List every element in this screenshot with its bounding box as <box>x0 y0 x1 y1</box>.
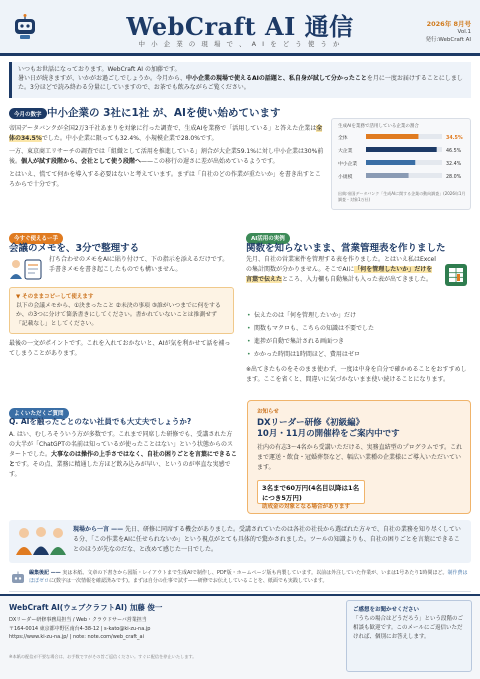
footer-links[interactable]: https://www.ki-zu-na.jp/ | note: note.com/web_craft_ai <box>9 634 144 640</box>
intro-text-bold: 中小企業の現場で使えるAIの話題と、私自身が試して分かったこと <box>186 75 367 82</box>
newsletter-subtitle: 中 小 企 業 の 現 場 で 、 A I を ど う 使 う か <box>138 40 342 48</box>
chart-value-label: 28.0% <box>446 175 462 180</box>
tip-card-tag: 今すぐ使えるー手 <box>9 233 63 244</box>
chart-category-label: 全体 <box>338 136 348 141</box>
intro-text-a: 暑い日が続きますが、いかがお過ごしでしょうか。今月から、 <box>18 75 187 82</box>
people-illustration-icon <box>15 525 67 555</box>
robot-small-icon <box>11 571 25 585</box>
chart-title: 生成AIを業務で活用している企業の割合 <box>338 124 419 129</box>
editor-body-2: に(数字は一次情報を確認済みです)。まずは自分の仕事で試す——研修でお伝えしていることを、紙面でも実践しています。 <box>49 578 328 584</box>
tip-card-footnote: 最後の一文がポイントです。これを入れておかないと、AIが気を利かせて話を補ってしまうことがあります。 <box>9 340 231 357</box>
editor-postscript <box>9 568 471 592</box>
case-highlight: 「何を管理したいか」だけを言葉で伝えた <box>246 266 433 283</box>
editor-text <box>29 569 469 585</box>
intro-greeting: いつもお世話になっております。WebCraft AI の加藤です。 <box>18 66 181 73</box>
faq-section <box>9 400 237 478</box>
issue-volume: Vol.1 <box>457 29 471 35</box>
feedback-box <box>346 600 472 672</box>
field-voice-label: 現場から一言 —— <box>73 526 124 533</box>
case-study-text <box>246 255 436 285</box>
p1-highlight: 全体の34.5% <box>9 125 323 142</box>
editor-label: 編集後記 —— <box>29 570 61 576</box>
footer-contact <box>9 616 309 642</box>
intro-box <box>9 62 471 98</box>
newsletter-title: WebCraft AI 通信 <box>126 12 354 41</box>
case-study-footnote: ※出てきたものをそのまま使わず、一度は中身を自分で確かめることをおすすめします。ここを省くと、間違いに気づかないまま使い続けることになります。 <box>246 366 467 383</box>
price-box <box>257 480 365 510</box>
notice-title-line2: 10月・11月の開催枠をご案内中です <box>257 429 400 439</box>
prompt-copy-label: ▼ そのままコピーして使えます <box>16 294 94 300</box>
chart-value-label: 34.5% <box>446 136 463 141</box>
tip-card <box>9 225 234 357</box>
section-body <box>9 124 325 193</box>
chart-value-label: 46.5% <box>446 149 462 154</box>
masthead <box>0 0 480 56</box>
prompt-text: 以下の会議メモから、①決まったこと ②未決の事項 ③誰がいつまでに何をするか、の3つに分けて箇条書きにしてください。書かれていないことは推測せず「記載なし」としてください。 <box>16 303 221 327</box>
tip-card-text: 打ち合わせのメモをAIに貼り付けて、下の指示を添えるだけです。手書きメモを書き起こしたものでも構いません。 <box>49 256 229 273</box>
field-voice-text <box>73 525 465 555</box>
section-tag: 今月の数字 <box>9 108 47 119</box>
faq-answer-c: です。その点、業務に精通した方ほど飲み込みが早い、というのが率直な実感です。 <box>9 461 231 478</box>
case-point: • 関数もマクロも、こちらの知識は不要でした <box>246 322 471 335</box>
case-point: • 進捗が自動で集計される画面つき <box>246 335 471 348</box>
notice-text: 社内の有志3〜4名から受講いただける、実務直結型のプログラムです。これまで運送・飲食・冠婚葬祭など、幅広い業種の企業様にご導入いただいています。 <box>257 444 463 471</box>
chart-source: 出典:帝国データバンク「生成AIに関する企業の動向調査」(2026年1月調査・対象1万社) <box>338 191 466 202</box>
editor-body: 実は本紙、文章の下書きから図版・レイアウトまで生成AIで制作し、PDF版・ホームページ版も内製しています。以前は外注していた作業が、いまは1号あたり1時間ほど。 <box>62 570 448 576</box>
faq-answer-a: A. はい、むしろそういう方が多数です。これまで同席した研修でも、受講された方の大半が「ChatGPTの名前は知っているが使ったことはない」という状態からのスタートでした。 <box>9 431 233 458</box>
p1-text-a: 帝国データバンクが全国2万3千社あまりを対象に行った調査で、生成AIを業務で「活用している」と答えた企業は <box>9 125 317 132</box>
chart-value-label: 32.4% <box>446 162 462 167</box>
case-study-card <box>246 225 471 383</box>
footer-company-name: WebCraft AI(ウェブクラフトAI) 加藤 俊一 <box>9 603 163 612</box>
training-notice <box>247 400 471 514</box>
faq-answer-bold: 大事なのは操作の上手さではなく、自社の困りごとを言葉にできること <box>9 451 237 468</box>
notice-title <box>257 418 467 440</box>
subsidy-note: 助成金の対象となる場合があります <box>262 504 351 510</box>
case-point: • 伝えたのは「何を管理したいか」だけ <box>246 309 471 322</box>
adoption-chart <box>331 118 471 210</box>
section-paragraph-3: とはいえ、慌てて何かを導入する必要はないと考えています。まずは「自社のどの作業が重たいか」を書き出すところからで十分です。 <box>9 171 321 188</box>
chart-category-label: 大企業 <box>338 149 353 154</box>
issue-info <box>426 20 471 44</box>
p2-text-a: 一方、東京商工リサーチの調査では「組織として活用を推進している」割合が大企業59.1%に対し中小企業は30%前後。 <box>9 148 324 165</box>
p2-text-c: ——この移行の遅さに差が出始めているようです。 <box>141 158 279 165</box>
spreadsheet-icon <box>444 263 468 287</box>
case-study-title: 関数を知らないまま、営業管理表を作りました <box>246 243 446 254</box>
chart-bar <box>366 173 409 178</box>
p1-text-c: でした。中小企業に限っても32.4%、小規模企業で28.0%です。 <box>41 135 218 142</box>
feedback-text: 「うちの場合はどうだろう」という段階のご相談も歓迎です。このメールにご返信いただければ、個別にお答えします。 <box>353 616 464 640</box>
price-text: 3名まで60万円(4名目以降は1名につき5万円) <box>262 484 360 502</box>
issue-publisher: 発行:WebCraft AI <box>425 37 471 43</box>
case-study-tag: AI活用の実例 <box>246 233 290 244</box>
footer-unsubscribe-note: ※本紙の配信が不要な場合は、お手数ですがその旨ご返信ください。すぐに配信を停止いたします。 <box>9 654 197 659</box>
footer-address[interactable]: 〒164-0014 東京都中野区南台4-38-12 | s-kato@ki-zu-na.jp <box>9 625 151 632</box>
faq-question: Q. AIを触ったことのない社員でも大丈夫でしょうか? <box>9 417 192 426</box>
issue-date: 2026年 8月号 <box>426 20 471 28</box>
chart-bar <box>366 160 415 165</box>
chart-category-label: 小規模 <box>338 175 353 180</box>
meeting-notes-icon <box>9 257 43 281</box>
intro-text-c: を月に一度お届けすることにしました。3分ほどで読み終わる分量にしていますので、お茶でも飲みながらご覧ください。 <box>18 75 463 91</box>
editor-link[interactable]: 制作費はほぼゼロ <box>29 570 468 584</box>
chart-bar <box>366 147 437 152</box>
field-voice-box <box>9 520 471 563</box>
case-study-points <box>246 309 471 361</box>
section-paragraph-2 <box>9 147 325 167</box>
chart-bar <box>366 134 418 139</box>
faq-tag: よくいただくご質問 <box>9 408 69 419</box>
feedback-label: ご感想をお聞かせください <box>353 607 420 613</box>
notice-title-line1: DXリーダー研修《初級編》 <box>257 418 365 428</box>
intro-body <box>18 74 465 92</box>
field-voice-body: 先日、研修に同席する機会がありました。受講されていたのは各社の社長から選ばれた方々で、自社の業務を知り尽くしている分、「この作業をAIに任せられないか」という視点がとても具体的で驚かされました。ツールの知識よりも、自社の困りごとを言葉にできることのほうが先なのだな、と改めて感じた一日でした。 <box>73 526 461 553</box>
section-title: 中小企業の 3社に1社 が、AIを使い始めています <box>47 107 281 119</box>
faq-answer <box>9 430 237 480</box>
p2-bold: 個人が試す段階から、会社として使う段階へ <box>21 158 142 165</box>
footer <box>0 594 480 679</box>
case-point: • かかった時間は1時間ほど、費用はゼロ <box>246 348 471 361</box>
section-paragraph-1 <box>9 124 325 144</box>
case-text-a: 先月、自社の営業案件を管理する表を作りました。とはいえ私はExcelの集計関数が分かりません。そこでAIに <box>246 256 436 273</box>
case-text-c: ところ、入力欄も自動集計も入った表が出てきました。 <box>282 276 433 283</box>
prompt-copy-box[interactable] <box>9 287 234 334</box>
tip-card-title: 会議のメモを、3分で整理する <box>9 243 140 254</box>
chart-category-label: 中小企業 <box>338 162 358 167</box>
chart-svg <box>332 131 472 189</box>
footer-role: DXリーダー研修事務局担当 / Web・クラウドサーバ営業担当 <box>9 617 147 623</box>
notice-label: お知らせ <box>257 409 279 415</box>
